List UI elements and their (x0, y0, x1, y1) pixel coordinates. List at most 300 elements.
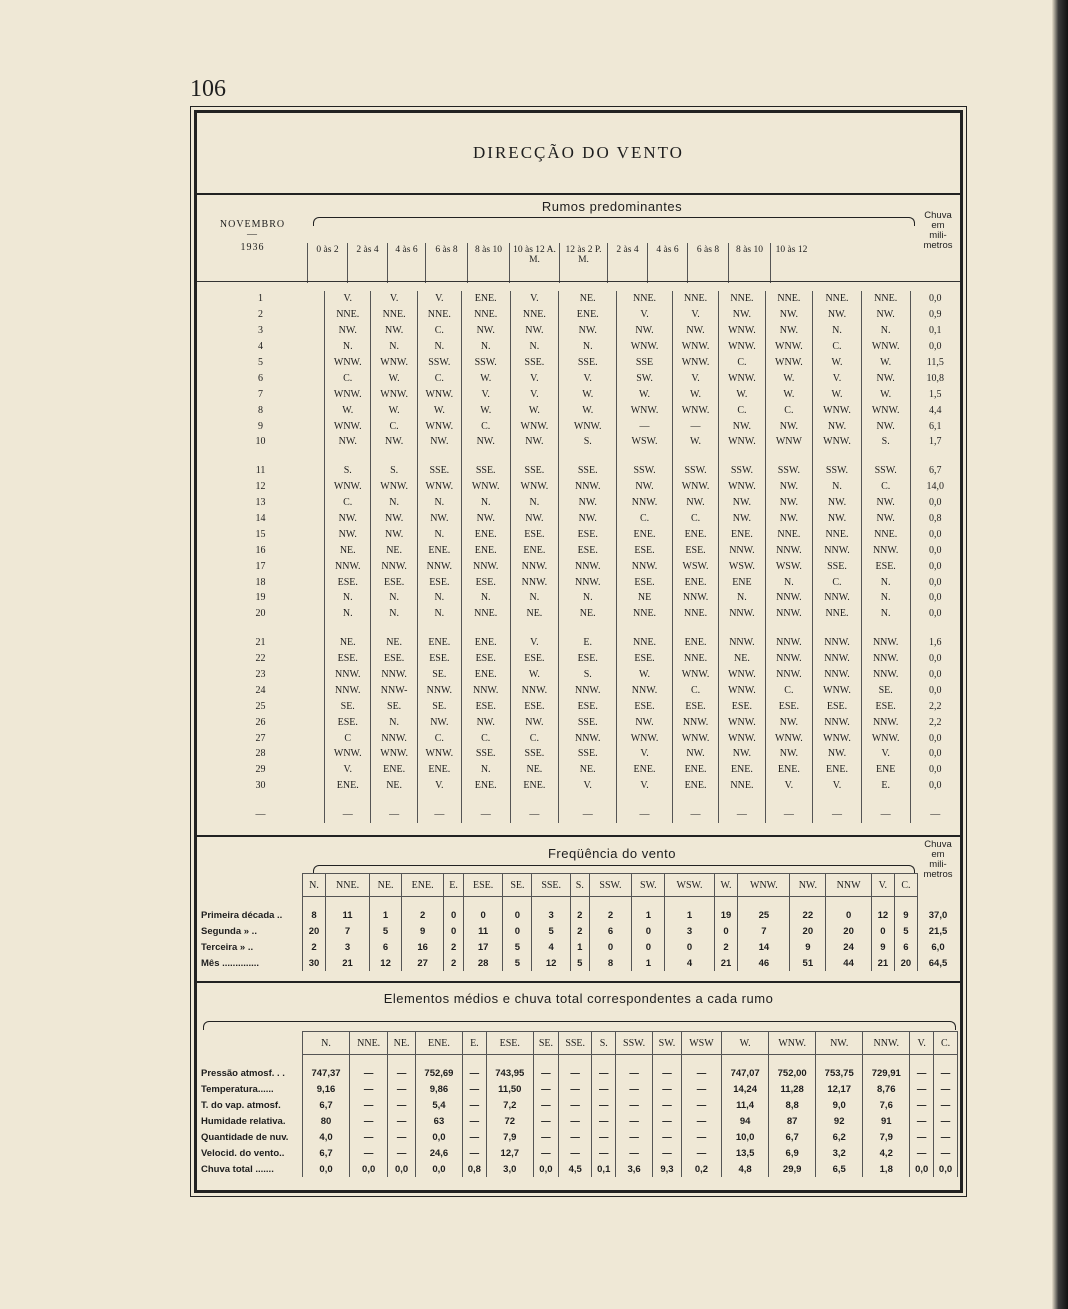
wind-direction-cell: WSW. (617, 434, 673, 450)
wind-direction-cell: NW. (559, 323, 617, 339)
day-number: 27 (255, 732, 266, 744)
row-label: Pressão atmosf. . . (201, 1067, 285, 1079)
table-row (197, 339, 960, 355)
wind-direction-cell: NW. (719, 746, 765, 762)
wind-direction-cell: N. (417, 526, 461, 542)
wind-direction-cell: NNE. (672, 606, 718, 622)
wind-direction-cell: ENE (719, 574, 765, 590)
wind-direction-cell: ESE. (461, 651, 510, 667)
row-label: Mês .............. (201, 957, 260, 969)
data-cell: 0 (665, 939, 714, 955)
wind-direction-cell: NNW. (719, 606, 765, 622)
column-header: V. (910, 1032, 934, 1055)
wind-direction-cell: NNW. (861, 714, 910, 730)
wind-direction-cell: S. (325, 463, 371, 479)
wind-direction-cell: ENE. (672, 635, 718, 651)
page-title: DIRECÇÃO DO VENTO (473, 143, 684, 162)
wind-direction-cell: V. (510, 386, 559, 402)
data-cell: 1,8 (863, 1161, 910, 1177)
data-cell: 2 (589, 907, 632, 923)
wind-direction-cell: V. (861, 746, 910, 762)
data-cell: — (934, 1097, 958, 1113)
data-cell: 7 (325, 923, 369, 939)
wind-direction-cell: ENE. (417, 542, 461, 558)
spacer-row (199, 897, 958, 908)
wind-direction-cell: NNW. (672, 714, 718, 730)
wind-direction-cell: SW. (617, 370, 673, 386)
wind-direction-cell: ESE. (325, 574, 371, 590)
wind-direction-cell: NNE. (371, 307, 417, 323)
data-cell: 3 (325, 939, 369, 955)
spacer (617, 450, 673, 463)
spacer (861, 450, 910, 463)
wind-direction-cell: SE. (417, 698, 461, 714)
column-header: SE. (503, 874, 532, 897)
table-row (197, 355, 960, 371)
wind-direction-cell: NNW. (559, 574, 617, 590)
wind-direction-cell: NW. (719, 307, 765, 323)
wind-direction-cell: ENE. (559, 307, 617, 323)
day-number: 7 (258, 388, 264, 400)
wind-direction-cell: SSE. (813, 558, 862, 574)
wind-direction-cell: NNW. (765, 606, 813, 622)
day-number: 29 (255, 764, 266, 776)
data-cell: — (934, 1081, 958, 1097)
data-cell: 21 (325, 955, 369, 971)
wind-direction-cell: W. (510, 667, 559, 683)
wind-direction-cell: NW. (461, 434, 510, 450)
wind-direction-cell: WNW. (719, 682, 765, 698)
wind-direction-cell: NNW. (461, 558, 510, 574)
wind-direction-cell: NW. (765, 307, 813, 323)
spacer (910, 450, 960, 463)
data-cell: 24,6 (415, 1145, 462, 1161)
wind-direction-cell: N. (417, 339, 461, 355)
data-cell: — (653, 1145, 682, 1161)
wind-direction-cell: NW. (325, 511, 371, 527)
wind-direction-cell: NW. (719, 495, 765, 511)
spacer (461, 622, 510, 635)
data-cell: 9,3 (653, 1161, 682, 1177)
data-cell: 0 (503, 907, 532, 923)
data-cell: 22 (790, 907, 826, 923)
wind-direction-cell: V. (813, 370, 862, 386)
row-label: Temperatura...... (201, 1083, 274, 1095)
wind-direction-cell: NNW. (510, 558, 559, 574)
data-cell: 11,28 (769, 1081, 816, 1097)
wind-direction-cell: ESE. (617, 698, 673, 714)
spacer (325, 622, 371, 635)
data-cell: 17 (463, 939, 502, 955)
wind-direction-cell: NW. (510, 434, 559, 450)
wind-direction-cell: SSW. (672, 463, 718, 479)
wind-direction-cell: WNW. (861, 402, 910, 418)
wind-direction-cell: NNW. (765, 590, 813, 606)
year-label: 1936 (240, 242, 265, 253)
wind-direction-cell: NW. (813, 511, 862, 527)
spacer (672, 450, 718, 463)
day-number: 16 (255, 544, 266, 556)
wind-direction-cell: SSW. (417, 355, 461, 371)
data-cell: 0,0 (388, 1161, 416, 1177)
wind-direction-cell: NE. (371, 542, 417, 558)
hour-header-11: 8 às 10 (728, 243, 770, 283)
data-cell: 4,2 (863, 1145, 910, 1161)
spacer (934, 1055, 958, 1066)
day-number: 24 (255, 684, 266, 696)
table-row (199, 923, 958, 939)
table-row (197, 714, 960, 730)
data-cell: 3,6 (616, 1161, 653, 1177)
column-header: NNE. (325, 874, 369, 897)
wind-direction-cell: N. (325, 339, 371, 355)
data-cell: 9 (402, 923, 444, 939)
data-cell: 5 (370, 923, 402, 939)
wind-direction-cell: NNW. (813, 590, 862, 606)
data-cell: 6,7 (303, 1145, 350, 1161)
wind-direction-cell: NNW. (765, 651, 813, 667)
spacer (813, 450, 862, 463)
column-header: W. (714, 874, 738, 897)
table-row (197, 606, 960, 622)
wind-direction-cell: NNW. (325, 667, 371, 683)
wind-direction-cell: V. (813, 778, 862, 794)
wind-direction-cell: V. (325, 291, 371, 307)
table-row (197, 574, 960, 590)
wind-direction-cell: C. (861, 479, 910, 495)
data-cell: 24 (826, 939, 872, 955)
data-cell: 6,7 (303, 1097, 350, 1113)
data-cell: 25 (738, 907, 790, 923)
wind-direction-cell: NNE. (325, 307, 371, 323)
spacer (559, 1055, 592, 1066)
data-cell: 94 (722, 1113, 769, 1129)
spacer (462, 1055, 486, 1066)
data-cell: 6,9 (769, 1145, 816, 1161)
wind-direction-cell: WNW. (325, 479, 371, 495)
data-cell: 747,37 (303, 1065, 350, 1081)
wind-direction-cell: NW. (861, 511, 910, 527)
data-cell: 12 (370, 955, 402, 971)
day-number: 12 (255, 481, 266, 493)
wind-direction-cell: — (510, 807, 559, 823)
data-cell: — (616, 1097, 653, 1113)
wind-direction-cell: SSE. (559, 714, 617, 730)
wind-direction-cell: ESE. (719, 698, 765, 714)
wind-direction-cell: W. (672, 386, 718, 402)
data-cell: 0 (714, 923, 738, 939)
wind-direction-cell: NE. (559, 291, 617, 307)
spacer (325, 794, 371, 807)
spacer (370, 897, 402, 908)
wind-direction-cell: WNW. (813, 402, 862, 418)
rain-total-cell: 64,5 (918, 955, 959, 971)
wind-direction-cell: C. (461, 418, 510, 434)
spacer (461, 450, 510, 463)
data-cell: 3,0 (486, 1161, 533, 1177)
data-cell: 8 (303, 907, 326, 923)
day-number: 14 (255, 513, 266, 525)
spacer (765, 794, 813, 807)
data-cell: 0,0 (533, 1161, 558, 1177)
data-cell: 0,0 (910, 1161, 934, 1177)
wind-direction-cell: — (813, 807, 862, 823)
spacer (910, 794, 960, 807)
rain-cell: 0,1 (910, 323, 960, 339)
wind-direction-cell: NW. (813, 746, 862, 762)
wind-direction-cell: NW. (861, 370, 910, 386)
wind-direction-cell: N. (510, 495, 559, 511)
wind-direction-cell: NW. (861, 307, 910, 323)
wind-direction-cell: WNW. (672, 730, 718, 746)
data-cell: — (592, 1145, 616, 1161)
data-cell: — (350, 1145, 388, 1161)
wind-direction-cell: NW. (461, 511, 510, 527)
spacer (325, 897, 369, 908)
column-header: S. (570, 874, 589, 897)
data-cell: 11,50 (486, 1081, 533, 1097)
data-cell: — (934, 1129, 958, 1145)
spacer (510, 450, 559, 463)
wind-direction-cell: S. (559, 667, 617, 683)
data-cell: 0 (503, 923, 532, 939)
data-cell: — (462, 1113, 486, 1129)
hour-header-2: 2 às 4 (347, 243, 387, 283)
spacer (371, 450, 417, 463)
wind-direction-cell: C. (813, 339, 862, 355)
day-number: 9 (258, 420, 264, 432)
wind-direction-cell: NNE. (461, 606, 510, 622)
wind-direction-cell: NW. (765, 511, 813, 527)
spacer (417, 450, 461, 463)
wind-direction-cell: N. (559, 590, 617, 606)
data-cell: 44 (826, 955, 872, 971)
wind-direction-cell: W. (371, 402, 417, 418)
table-row (197, 651, 960, 667)
rain-total-cell: 21,5 (918, 923, 959, 939)
wind-direction-cell: N. (461, 495, 510, 511)
data-cell: — (533, 1145, 558, 1161)
wind-direction-cell: ENE. (672, 574, 718, 590)
rain-cell: 1,7 (910, 434, 960, 450)
wind-direction-cell: SSE. (510, 463, 559, 479)
rain-header-line: em (931, 220, 945, 231)
wind-direction-cell: WNW. (510, 418, 559, 434)
data-cell: 0 (444, 923, 464, 939)
spacer (503, 897, 532, 908)
spacer (303, 897, 326, 908)
wind-direction-cell: NNE. (813, 606, 862, 622)
day-number: 4 (258, 341, 264, 353)
wind-direction-cell: ENE (861, 762, 910, 778)
wind-direction-cell: ENE. (325, 778, 371, 794)
data-cell: 6,5 (816, 1161, 863, 1177)
wind-direction-cell: NW. (371, 323, 417, 339)
wind-direction-cell: NW. (672, 323, 718, 339)
table-row (197, 526, 960, 542)
wind-direction-cell: ENE. (672, 762, 718, 778)
data-cell: 1 (570, 939, 589, 955)
spacer (199, 897, 303, 908)
data-cell: — (653, 1081, 682, 1097)
wind-direction-cell: WNW. (617, 339, 673, 355)
hour-headers (307, 231, 917, 271)
wind-direction-cell: NW. (417, 434, 461, 450)
wind-direction-cell: ESE. (617, 542, 673, 558)
wind-direction-cell: SSE. (559, 355, 617, 371)
wind-direction-cell: WNW. (672, 339, 718, 355)
spacer (570, 897, 589, 908)
rain-cell: 0,0 (910, 730, 960, 746)
wind-direction-cell: C. (325, 495, 371, 511)
wind-direction-cell: — (672, 807, 718, 823)
wind-direction-cell: WNW. (861, 339, 910, 355)
wind-direction-cell: NNW. (719, 542, 765, 558)
wind-direction-cell: NW. (559, 495, 617, 511)
frequency-table (199, 873, 958, 971)
wind-direction-cell: NE (617, 590, 673, 606)
spacer (371, 794, 417, 807)
data-cell: 51 (790, 955, 826, 971)
wind-direction-cell: WNW. (417, 386, 461, 402)
wind-direction-cell: — (559, 807, 617, 823)
row-label: Quantidade de nuv. (201, 1131, 289, 1143)
wind-direction-cell: — (617, 807, 673, 823)
wind-direction-cell: W. (325, 402, 371, 418)
column-header: C. (934, 1032, 958, 1055)
wind-direction-cell: NNW. (861, 651, 910, 667)
data-cell: — (681, 1145, 721, 1161)
wind-direction-cell: WNW. (672, 479, 718, 495)
table-row (199, 1145, 958, 1161)
spacer (592, 1055, 616, 1066)
wind-direction-cell: — (325, 807, 371, 823)
day-number: 11 (255, 465, 266, 477)
data-cell: 80 (303, 1113, 350, 1129)
wind-direction-cell: SE. (417, 667, 461, 683)
wind-direction-cell: W. (461, 402, 510, 418)
spacer (816, 1055, 863, 1066)
wind-direction-cell: NW. (417, 511, 461, 527)
wind-direction-cell: NW. (813, 495, 862, 511)
wind-direction-cell: SSE. (510, 355, 559, 371)
wind-direction-cell: NE. (325, 542, 371, 558)
data-cell: — (934, 1065, 958, 1081)
wind-direction-cell: V. (617, 307, 673, 323)
wind-direction-cell: WNW. (813, 730, 862, 746)
spacer (197, 450, 325, 463)
wind-direction-cell: ESE. (510, 698, 559, 714)
rain-total-cell: 37,0 (918, 907, 959, 923)
wind-direction-cell: N. (461, 590, 510, 606)
spacer (417, 622, 461, 635)
data-cell: 8 (589, 955, 632, 971)
data-cell: 4,5 (559, 1161, 592, 1177)
wind-direction-cell: NW. (461, 323, 510, 339)
table-row (197, 479, 960, 495)
rain-cell: 2,2 (910, 714, 960, 730)
wind-direction-cell: — (719, 807, 765, 823)
rain-cell: 0,0 (910, 291, 960, 307)
data-cell: — (559, 1081, 592, 1097)
wind-direction-cell: W. (559, 386, 617, 402)
month-label: NOVEMBRO (219, 219, 286, 230)
wind-direction-cell: NW. (765, 495, 813, 511)
rain-header-line: em (931, 849, 945, 860)
data-cell: 8,76 (863, 1081, 910, 1097)
page-number: 106 (190, 76, 226, 102)
month-header (205, 219, 300, 253)
data-cell: 5 (503, 939, 532, 955)
data-cell: 0 (444, 907, 464, 923)
wind-direction-cell: NNE. (672, 651, 718, 667)
table-row (197, 463, 960, 479)
wind-direction-cell: WNW. (719, 370, 765, 386)
spacer (719, 794, 765, 807)
data-cell: 0,0 (415, 1129, 462, 1145)
column-header: SSE. (532, 874, 571, 897)
data-cell: — (533, 1097, 558, 1113)
wind-direction-cell: ESE. (559, 651, 617, 667)
table-row (197, 667, 960, 683)
rain-cell: 14,0 (910, 479, 960, 495)
data-cell: 11 (463, 923, 502, 939)
book-spine-edge (1052, 0, 1068, 1309)
wind-direction-cell: N. (371, 590, 417, 606)
spacer (350, 1055, 388, 1066)
wind-direction-cell: NNE. (765, 526, 813, 542)
wind-direction-cell: WNW. (371, 746, 417, 762)
data-cell: 0 (826, 907, 872, 923)
table-row (197, 291, 960, 307)
wind-direction-cell: ENE. (719, 762, 765, 778)
wind-direction-cell: NNE. (861, 526, 910, 542)
data-cell: 12 (871, 907, 894, 923)
data-cell: 2 (444, 939, 464, 955)
wind-direction-cell: WNW. (719, 714, 765, 730)
spacer (765, 450, 813, 463)
wind-direction-cell: V. (765, 778, 813, 794)
wind-direction-cell: ENE. (617, 526, 673, 542)
hour-header-9: 4 às 6 (647, 243, 687, 283)
data-cell: 6 (370, 939, 402, 955)
wind-direction-cell: C. (813, 574, 862, 590)
wind-direction-cell: ENE. (417, 762, 461, 778)
table-row (197, 386, 960, 402)
data-cell: 6,2 (816, 1129, 863, 1145)
data-cell: 27 (402, 955, 444, 971)
wind-direction-cell: V. (510, 291, 559, 307)
spacer (769, 1055, 816, 1066)
elements-brace (203, 1021, 956, 1030)
data-cell: — (592, 1081, 616, 1097)
wind-direction-cell: ESE. (417, 574, 461, 590)
rain-header-line: Chuva (924, 839, 952, 850)
spacer (653, 1055, 682, 1066)
column-header: WSW (681, 1032, 721, 1055)
wind-direction-cell: W. (813, 386, 862, 402)
spacer (486, 1055, 533, 1066)
spacer (444, 897, 464, 908)
spacer (417, 794, 461, 807)
data-cell: — (350, 1113, 388, 1129)
wind-direction-cell: C. (719, 355, 765, 371)
column-header: ENE. (415, 1032, 462, 1055)
wind-direction-cell: NNW. (813, 714, 862, 730)
spacer (325, 450, 371, 463)
wind-direction-cell: NW. (510, 511, 559, 527)
spacer (861, 622, 910, 635)
